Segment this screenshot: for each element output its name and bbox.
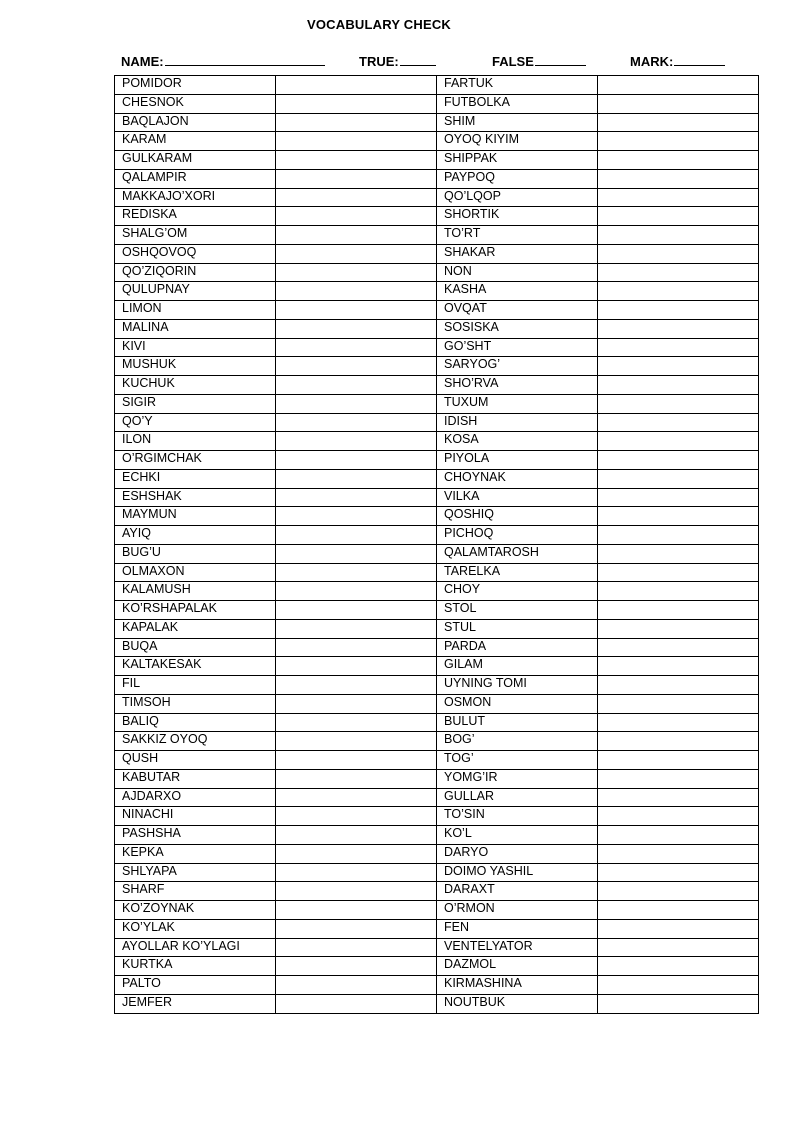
false-label: FALSE [492, 54, 534, 69]
vocab-word-right: GO’SHT [437, 338, 598, 357]
answer-cell-left[interactable] [276, 207, 437, 226]
answer-cell-right[interactable] [598, 169, 759, 188]
vocab-word-right: TO’RT [437, 226, 598, 245]
vocab-word-right: DARYO [437, 844, 598, 863]
vocab-word-left: QO’ZIQORIN [115, 263, 276, 282]
vocab-word-left: KO’YLAK [115, 919, 276, 938]
vocab-word-right: PICHOQ [437, 526, 598, 545]
vocab-word-left: KABUTAR [115, 769, 276, 788]
answer-cell-left[interactable] [276, 151, 437, 170]
vocab-word-left: KEPKA [115, 844, 276, 863]
answer-cell-left[interactable] [276, 769, 437, 788]
answer-cell-right[interactable] [598, 582, 759, 601]
vocab-word-left: KUCHUK [115, 376, 276, 395]
answer-cell-left[interactable] [276, 957, 437, 976]
answer-cell-left[interactable] [276, 751, 437, 770]
table-row [115, 376, 759, 395]
answer-cell-right[interactable] [598, 263, 759, 282]
answer-cell-right[interactable] [598, 357, 759, 376]
answer-cell-right[interactable] [598, 301, 759, 320]
vocab-word-right: FUTBOLKA [437, 94, 598, 113]
table-row [115, 207, 759, 226]
table-row [115, 694, 759, 713]
answer-cell-left[interactable] [276, 563, 437, 582]
answer-cell-right[interactable] [598, 469, 759, 488]
answer-cell-left[interactable] [276, 319, 437, 338]
table-row [115, 94, 759, 113]
vocab-word-left: SIGIR [115, 394, 276, 413]
table-row [115, 863, 759, 882]
answer-cell-right[interactable] [598, 901, 759, 920]
answer-cell-left[interactable] [276, 113, 437, 132]
table-row [115, 263, 759, 282]
vocab-word-right: YOMG’IR [437, 769, 598, 788]
answer-cell-left[interactable] [276, 244, 437, 263]
answer-cell-left[interactable] [276, 544, 437, 563]
name-field[interactable] [121, 53, 325, 69]
vocab-word-right: SHAKAR [437, 244, 598, 263]
vocab-word-right: NOUTBUK [437, 994, 598, 1013]
vocab-word-right: TOG’ [437, 751, 598, 770]
answer-cell-right[interactable] [598, 938, 759, 957]
table-row [115, 619, 759, 638]
table-row [115, 994, 759, 1013]
true-blank-line[interactable] [400, 53, 436, 66]
answer-cell-right[interactable] [598, 188, 759, 207]
table-row [115, 338, 759, 357]
table-row [115, 976, 759, 995]
table-row [115, 788, 759, 807]
table-row [115, 469, 759, 488]
answer-cell-left[interactable] [276, 919, 437, 938]
vocab-word-left: CHESNOK [115, 94, 276, 113]
table-row [115, 507, 759, 526]
vocab-word-right: OVQAT [437, 301, 598, 320]
answer-cell-right[interactable] [598, 657, 759, 676]
vocab-word-left: BUG’U [115, 544, 276, 563]
vocab-word-right: SARYOG’ [437, 357, 598, 376]
answer-cell-left[interactable] [276, 938, 437, 957]
vocab-word-right: KOSA [437, 432, 598, 451]
vocab-word-left: PASHSHA [115, 826, 276, 845]
answer-cell-left[interactable] [276, 844, 437, 863]
table-row [115, 957, 759, 976]
answer-cell-right[interactable] [598, 94, 759, 113]
table-row [115, 732, 759, 751]
vocab-word-right: PARDA [437, 638, 598, 657]
vocab-word-left: BALIQ [115, 713, 276, 732]
mark-field[interactable] [630, 53, 725, 69]
answer-cell-left[interactable] [276, 226, 437, 245]
table-row [115, 582, 759, 601]
answer-cell-right[interactable] [598, 244, 759, 263]
vocab-word-right: SHORTIK [437, 207, 598, 226]
vocab-word-left: JEMFER [115, 994, 276, 1013]
name-blank-line[interactable] [165, 53, 325, 66]
vocab-word-left: SHALG’OM [115, 226, 276, 245]
answer-cell-left[interactable] [276, 863, 437, 882]
table-row [115, 826, 759, 845]
answer-cell-right[interactable] [598, 694, 759, 713]
vocab-word-left: OLMAXON [115, 563, 276, 582]
vocab-word-left: KURTKA [115, 957, 276, 976]
vocab-word-right: CHOY [437, 582, 598, 601]
vocab-word-left: GULKARAM [115, 151, 276, 170]
table-row [115, 169, 759, 188]
table-row [115, 451, 759, 470]
vocab-word-left: OSHQOVOQ [115, 244, 276, 263]
vocab-word-left: AJDARXO [115, 788, 276, 807]
table-row [115, 76, 759, 95]
answer-cell-right[interactable] [598, 882, 759, 901]
table-row [115, 919, 759, 938]
vocab-word-right: TO’SIN [437, 807, 598, 826]
table-row [115, 938, 759, 957]
answer-cell-left[interactable] [276, 451, 437, 470]
vocab-word-right: OYOQ KIYIM [437, 132, 598, 151]
page-title: VOCABULARY CHECK [306, 17, 452, 32]
vocab-word-right: DARAXT [437, 882, 598, 901]
vocab-word-left: KAPALAK [115, 619, 276, 638]
vocab-word-right: O’RMON [437, 901, 598, 920]
answer-cell-right[interactable] [598, 544, 759, 563]
answer-cell-left[interactable] [276, 788, 437, 807]
vocab-word-left: ESHSHAK [115, 488, 276, 507]
vocab-word-right: NON [437, 263, 598, 282]
vocab-word-left: KALAMUSH [115, 582, 276, 601]
vocab-word-right: SHO’RVA [437, 376, 598, 395]
true-count-field[interactable] [359, 53, 436, 69]
answer-cell-right[interactable] [598, 338, 759, 357]
vocab-word-right: STOL [437, 601, 598, 620]
table-row [115, 413, 759, 432]
vocab-word-left: SAKKIZ OYOQ [115, 732, 276, 751]
answer-cell-right[interactable] [598, 132, 759, 151]
vocab-word-right: BULUT [437, 713, 598, 732]
table-row [115, 226, 759, 245]
vocab-word-right: QO’LQOP [437, 188, 598, 207]
vocab-word-right: PAYPOQ [437, 169, 598, 188]
table-row [115, 188, 759, 207]
vocab-word-left: AYOLLAR KO’YLAGI [115, 938, 276, 957]
vocab-word-right: BOG’ [437, 732, 598, 751]
answer-cell-left[interactable] [276, 394, 437, 413]
vocab-word-right: DOIMO YASHIL [437, 863, 598, 882]
table-row [115, 807, 759, 826]
answer-cell-right[interactable] [598, 751, 759, 770]
answer-cell-right[interactable] [598, 732, 759, 751]
table-row [115, 751, 759, 770]
answer-cell-left[interactable] [276, 94, 437, 113]
vocab-word-left: ECHKI [115, 469, 276, 488]
vocab-word-left: QO’Y [115, 413, 276, 432]
answer-cell-right[interactable] [598, 151, 759, 170]
table-row [115, 676, 759, 695]
vocab-word-left: MAYMUN [115, 507, 276, 526]
answer-cell-right[interactable] [598, 638, 759, 657]
vocab-word-left: MAKKAJO’XORI [115, 188, 276, 207]
answer-cell-left[interactable] [276, 376, 437, 395]
vocab-word-left: POMIDOR [115, 76, 276, 95]
answer-cell-left[interactable] [276, 357, 437, 376]
answer-cell-left[interactable] [276, 76, 437, 95]
table-row [115, 844, 759, 863]
vocab-word-left: BUQA [115, 638, 276, 657]
answer-cell-right[interactable] [598, 601, 759, 620]
answer-cell-left[interactable] [276, 469, 437, 488]
vocab-word-left: KALTAKESAK [115, 657, 276, 676]
answer-cell-right[interactable] [598, 919, 759, 938]
table-row [115, 394, 759, 413]
false-blank-line[interactable] [535, 53, 586, 66]
vocab-word-left: LIMON [115, 301, 276, 320]
answer-cell-right[interactable] [598, 507, 759, 526]
answer-cell-right[interactable] [598, 376, 759, 395]
vocabulary-table [114, 75, 759, 1014]
answer-cell-right[interactable] [598, 526, 759, 545]
answer-cell-left[interactable] [276, 732, 437, 751]
student-info-header [121, 53, 731, 71]
vocab-word-left: QUSH [115, 751, 276, 770]
answer-cell-right[interactable] [598, 207, 759, 226]
vocab-word-right: GULLAR [437, 788, 598, 807]
answer-cell-right[interactable] [598, 76, 759, 95]
vocab-word-left: O’RGIMCHAK [115, 451, 276, 470]
answer-cell-left[interactable] [276, 169, 437, 188]
answer-cell-left[interactable] [276, 582, 437, 601]
vocab-word-right: SHIPPAK [437, 151, 598, 170]
answer-cell-left[interactable] [276, 807, 437, 826]
table-row [115, 151, 759, 170]
vocab-word-left: QULUPNAY [115, 282, 276, 301]
vocab-word-right: IDISH [437, 413, 598, 432]
answer-cell-left[interactable] [276, 657, 437, 676]
vocab-word-left: MUSHUK [115, 357, 276, 376]
answer-cell-right[interactable] [598, 788, 759, 807]
answer-cell-right[interactable] [598, 863, 759, 882]
vocab-word-left: AYIQ [115, 526, 276, 545]
table-row [115, 657, 759, 676]
answer-cell-right[interactable] [598, 226, 759, 245]
vocab-word-right: DAZMOL [437, 957, 598, 976]
vocabulary-table-body [115, 76, 759, 1014]
name-label: NAME: [121, 54, 164, 69]
vocab-word-left: SHLYAPA [115, 863, 276, 882]
mark-label: MARK: [630, 54, 674, 69]
vocab-word-right: OSMON [437, 694, 598, 713]
answer-cell-left[interactable] [276, 488, 437, 507]
vocab-word-right: CHOYNAK [437, 469, 598, 488]
table-row [115, 563, 759, 582]
table-row [115, 713, 759, 732]
vocab-word-left: KO’RSHAPALAK [115, 601, 276, 620]
table-row [115, 882, 759, 901]
answer-cell-left[interactable] [276, 826, 437, 845]
vocab-word-right: VENTELYATOR [437, 938, 598, 957]
vocab-word-left: KARAM [115, 132, 276, 151]
answer-cell-left[interactable] [276, 694, 437, 713]
answer-cell-left[interactable] [276, 338, 437, 357]
answer-cell-right[interactable] [598, 619, 759, 638]
table-row [115, 282, 759, 301]
answer-cell-left[interactable] [276, 713, 437, 732]
answer-cell-right[interactable] [598, 319, 759, 338]
answer-cell-right[interactable] [598, 844, 759, 863]
vocab-word-right: GILAM [437, 657, 598, 676]
vocab-word-left: PALTO [115, 976, 276, 995]
table-row [115, 901, 759, 920]
answer-cell-left[interactable] [276, 638, 437, 657]
vocab-word-right: KIRMASHINA [437, 976, 598, 995]
vocab-word-right: KO’L [437, 826, 598, 845]
table-row [115, 244, 759, 263]
answer-cell-right[interactable] [598, 394, 759, 413]
mark-blank-line[interactable] [674, 53, 725, 66]
vocab-word-right: QALAMTAROSH [437, 544, 598, 563]
answer-cell-right[interactable] [598, 676, 759, 695]
vocab-word-right: STUL [437, 619, 598, 638]
vocab-word-left: QALAMPIR [115, 169, 276, 188]
vocab-word-right: TARELKA [437, 563, 598, 582]
table-row [115, 432, 759, 451]
vocab-word-left: SHARF [115, 882, 276, 901]
vocab-word-left: FIL [115, 676, 276, 695]
vocab-word-right: PIYOLA [437, 451, 598, 470]
vocab-word-right: FEN [437, 919, 598, 938]
vocab-word-right: QOSHIQ [437, 507, 598, 526]
answer-cell-right[interactable] [598, 563, 759, 582]
answer-cell-left[interactable] [276, 526, 437, 545]
answer-cell-right[interactable] [598, 413, 759, 432]
answer-cell-left[interactable] [276, 994, 437, 1013]
answer-cell-left[interactable] [276, 676, 437, 695]
vocab-word-right: KASHA [437, 282, 598, 301]
vocab-word-right: FARTUK [437, 76, 598, 95]
true-label: TRUE: [359, 54, 399, 69]
answer-cell-right[interactable] [598, 769, 759, 788]
answer-cell-right[interactable] [598, 113, 759, 132]
vocab-word-left: BAQLAJON [115, 113, 276, 132]
vocab-word-left: MALINA [115, 319, 276, 338]
answer-cell-left[interactable] [276, 282, 437, 301]
answer-cell-left[interactable] [276, 619, 437, 638]
answer-cell-right[interactable] [598, 488, 759, 507]
table-row [115, 319, 759, 338]
answer-cell-left[interactable] [276, 882, 437, 901]
answer-cell-left[interactable] [276, 601, 437, 620]
answer-cell-left[interactable] [276, 263, 437, 282]
table-row [115, 301, 759, 320]
vocab-word-left: TIMSOH [115, 694, 276, 713]
vocab-word-left: REDISKA [115, 207, 276, 226]
answer-cell-left[interactable] [276, 901, 437, 920]
answer-cell-right[interactable] [598, 282, 759, 301]
table-row [115, 132, 759, 151]
answer-cell-left[interactable] [276, 132, 437, 151]
answer-cell-right[interactable] [598, 957, 759, 976]
table-row [115, 601, 759, 620]
answer-cell-left[interactable] [276, 432, 437, 451]
table-row [115, 113, 759, 132]
answer-cell-left[interactable] [276, 413, 437, 432]
table-row [115, 544, 759, 563]
false-count-field[interactable] [492, 53, 586, 69]
vocab-word-left: KIVI [115, 338, 276, 357]
vocab-word-right: UYNING TOMI [437, 676, 598, 695]
answer-cell-right[interactable] [598, 807, 759, 826]
answer-cell-right[interactable] [598, 432, 759, 451]
vocab-word-left: KO’ZOYNAK [115, 901, 276, 920]
table-row [115, 488, 759, 507]
answer-cell-left[interactable] [276, 301, 437, 320]
table-row [115, 526, 759, 545]
vocab-word-right: SHIM [437, 113, 598, 132]
answer-cell-right[interactable] [598, 713, 759, 732]
vocab-word-right: SOSISKA [437, 319, 598, 338]
answer-cell-left[interactable] [276, 188, 437, 207]
answer-cell-right[interactable] [598, 451, 759, 470]
table-row [115, 638, 759, 657]
table-row [115, 357, 759, 376]
vocab-word-left: ILON [115, 432, 276, 451]
answer-cell-left[interactable] [276, 976, 437, 995]
vocab-word-right: VILKA [437, 488, 598, 507]
answer-cell-right[interactable] [598, 994, 759, 1013]
vocab-word-left: NINACHI [115, 807, 276, 826]
answer-cell-left[interactable] [276, 507, 437, 526]
table-row [115, 769, 759, 788]
answer-cell-right[interactable] [598, 976, 759, 995]
vocab-word-right: TUXUM [437, 394, 598, 413]
answer-cell-right[interactable] [598, 826, 759, 845]
